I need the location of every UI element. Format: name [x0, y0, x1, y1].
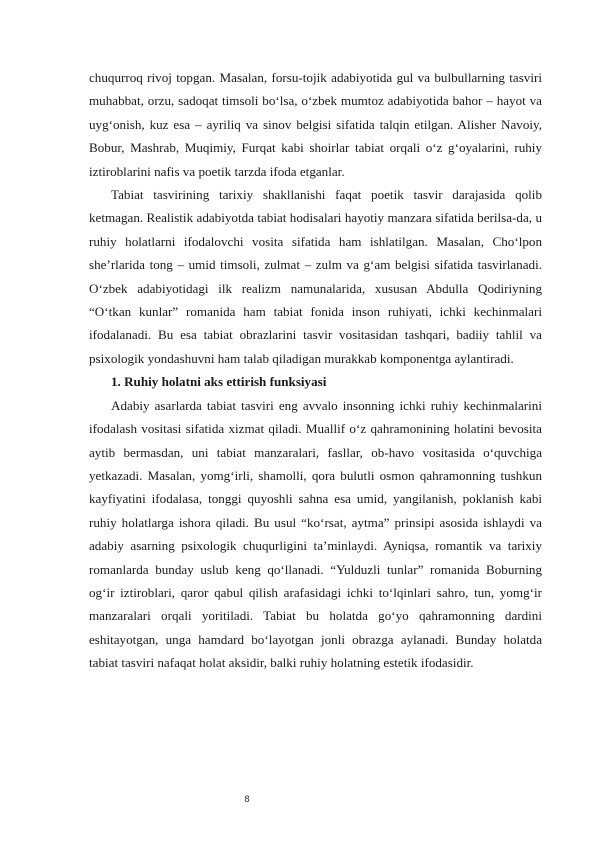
document-page	[89, 66, 542, 675]
paragraph-psychological-function: Adabiy asarlarda tabiat tasviri eng avvalo insonning ichki ruhiy kechinmalarini ifodalash vositasi sifatida xizmat qiladi. Muallif o‘z qahramonining holatini bevosita aytib bermasdan, uni tabiat manzaralari, fasllar, ob-havo vositasida o‘quvchiga yetkazadi. Masalan, yomg‘irli, shamolli, qora bulutli osmon qahramonning tushkun kayfiyatini ifodalasa, tonggi quyoshli sahna esa umid, yangilanish, poklanish kabi ruhiy holatlarga ishora qiladi. Bu usul “ko‘rsat, aytma” prinsipi asosida ishlaydi va adabiy asarning psixologik chuqurligini ta’minlaydi. Ayniqsa, romantik va tarixiy romanlarda bunday uslub keng qo‘llanadi. “Yulduzli tunlar” romanida Boburning og‘ir iztiroblari, qaror qabul qilish arafasidagi ichki to‘lqinlari sahro, tun, yomg‘ir manzaralari orqali yoritiladi. Tabiat bu holatda go‘yo qahramonning dardini eshitayotgan, unga hamdard bo‘layotgan jonli obrazga aylanadi. Bunday holatda tabiat tasviri nafaqat holat aksidir, balki ruhiy holatning estetik ifodasidir.	[89, 397, 542, 671]
section-heading: 1. Ruhiy holatni aks ettirish funksiyasi	[111, 374, 327, 390]
paragraph-continuation: chuqurroq rivoj topgan. Masalan, forsu-tojik adabiyotida gul va bulbullarning tasviri muhabbat, orzu, sadoqat timsoli bo‘lsa, o‘zbek mumtoz adabiyotida bahor – hayot va uyg‘onish, kuz esa – ayriliq va sinov belgisi sifatida talqin etilgan. Alisher Navoiy, Bobur, Mashrab, Muqimiy, Furqat kabi shoirlar tabiat orqali o‘z g‘oyalarini, ruhiy iztiroblarini nafis va poetik tarzda ifoda etganlar.	[89, 70, 542, 179]
paragraph-historical-formation: Tabiat tasvirining tarixiy shakllanishi faqat poetik tasvir darajasida qolib ketmagan. Realistik adabiyotda tabiat hodisalari hayotiy manzara sifatida berilsa-da, u ruhiy holatlarni ifodalovchi vosita sifatida ham ishlatilgan. Masalan, Cho‘lpon she’rlarida tong – umid timsoli, zulmat – zulm va g‘am belgisi sifatida tasvirlanadi. O‘zbek adabiyotidagi ilk realizm namunalarida, xususan Abdulla Qodiriyning “O‘tkan kunlar” romanida ham tabiat fonida inson ruhiyati, ichki kechinmalari ifodalanadi. Bu esa tabiat obrazlarini tasvir vositasidan tashqari, badiiy tahlil va psixologik yondashuvni ham talab qiladigan murakkab komponentga aylantiradi.	[89, 187, 542, 366]
page-number: 8	[244, 795, 250, 805]
